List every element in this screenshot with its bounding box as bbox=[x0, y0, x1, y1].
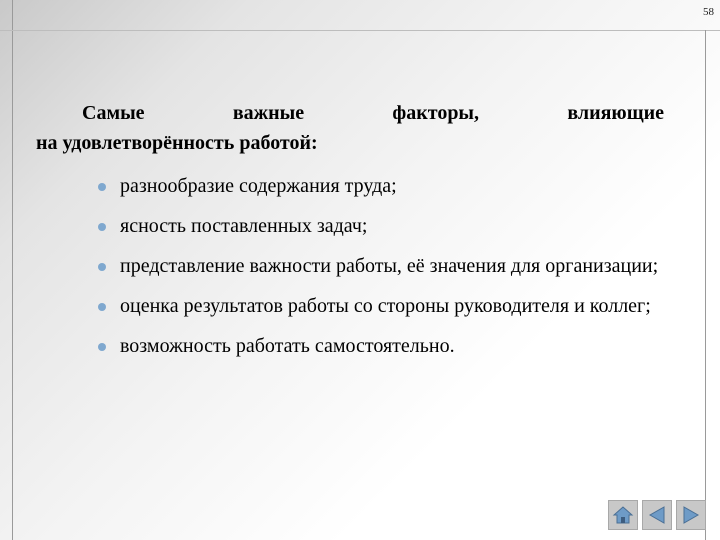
frame-line-right bbox=[705, 30, 706, 540]
list-item-text: представление важности работы, её значения для организации; bbox=[120, 255, 659, 277]
list-item bbox=[98, 252, 664, 280]
heading-word: влияющие bbox=[567, 102, 664, 124]
slide-navigation bbox=[608, 500, 706, 530]
factor-list bbox=[36, 172, 664, 360]
home-button[interactable] bbox=[608, 500, 638, 530]
home-icon bbox=[612, 505, 634, 525]
next-icon bbox=[681, 505, 701, 525]
list-item bbox=[98, 292, 664, 320]
bullet-icon bbox=[98, 183, 106, 191]
heading-line-2: на удовлетворённость работой: bbox=[36, 132, 318, 154]
list-item bbox=[98, 172, 664, 200]
frame-line-top bbox=[0, 30, 720, 31]
list-item bbox=[98, 212, 664, 240]
previous-icon bbox=[647, 505, 667, 525]
next-slide-button[interactable] bbox=[676, 500, 706, 530]
list-item-text: разнообразие содержания труда; bbox=[120, 175, 397, 197]
heading-word: факторы, bbox=[392, 102, 480, 124]
list-item-text: возможность работать самостоятельно. bbox=[120, 335, 455, 357]
list-item bbox=[98, 332, 664, 360]
bullet-icon bbox=[98, 343, 106, 351]
slide-content bbox=[36, 98, 664, 372]
heading-word: важные bbox=[232, 102, 305, 124]
bullet-icon bbox=[98, 263, 106, 271]
slide-heading bbox=[36, 98, 664, 158]
list-item-text: ясность поставленных задач; bbox=[120, 215, 368, 237]
previous-slide-button[interactable] bbox=[642, 500, 672, 530]
frame-line-left bbox=[12, 0, 13, 540]
heading-word: Самые bbox=[82, 102, 145, 124]
bullet-icon bbox=[98, 303, 106, 311]
page-number: 58 bbox=[703, 6, 714, 18]
heading-line-1 bbox=[36, 98, 664, 128]
list-item-text: оценка результатов работы со стороны руководителя и коллег; bbox=[120, 295, 651, 317]
bullet-icon bbox=[98, 223, 106, 231]
